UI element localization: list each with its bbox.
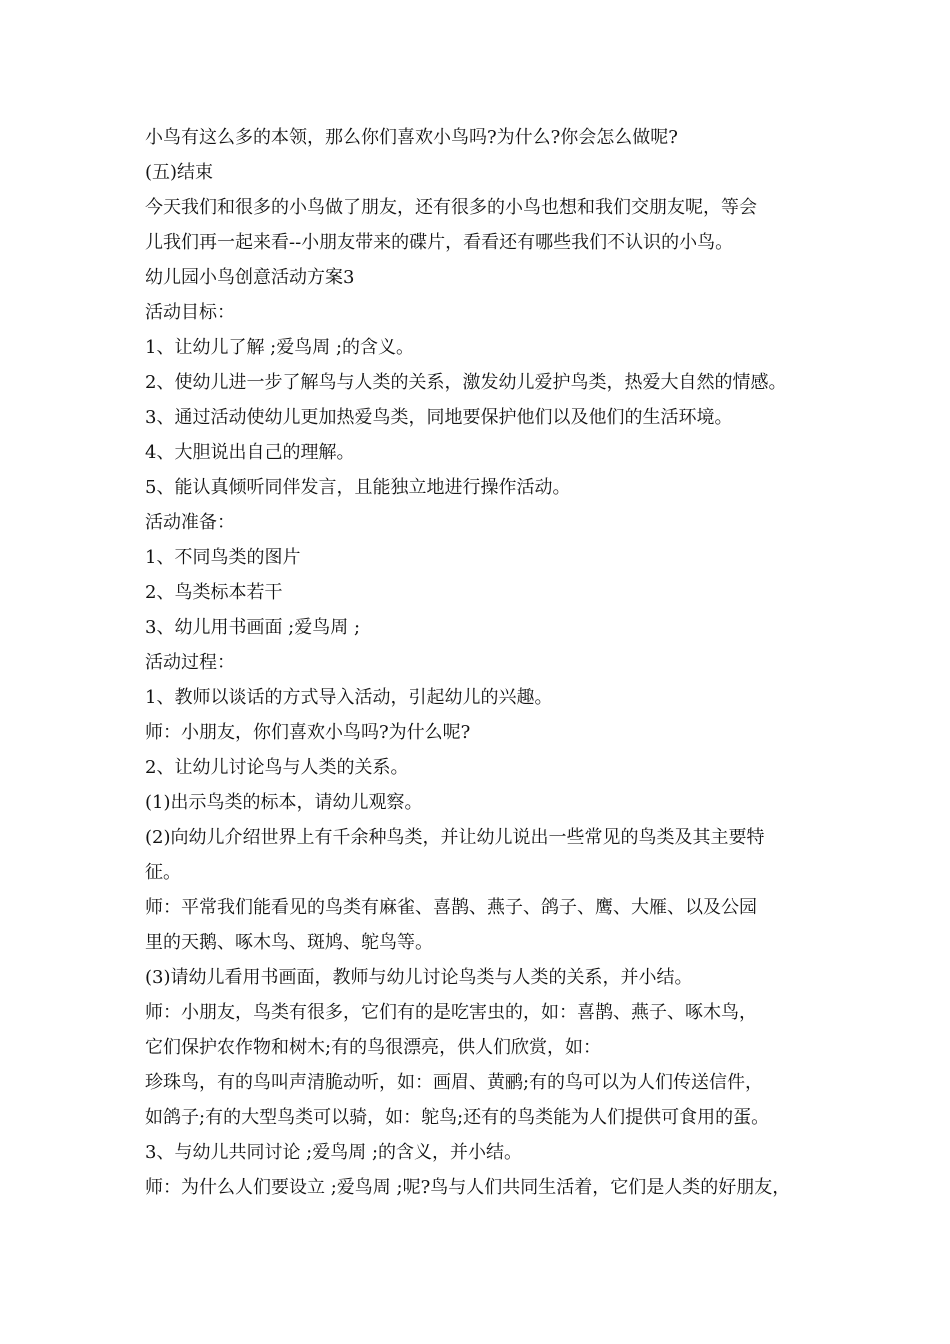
list-item: 1、让幼儿了解 ;爱鸟周 ;的含义。 <box>145 337 415 358</box>
dialogue-line: 师：为什么人们要设立 ;爱鸟周 ;呢?鸟与人们共同生活着，它们是人类的好朋友， <box>145 1177 791 1198</box>
list-item: 2、让幼儿讨论鸟与人类的关系。 <box>145 757 409 778</box>
paragraph-line: 今天我们和很多的小鸟做了朋友，还有很多的小鸟也想和我们交朋友呢，等会 <box>145 197 757 218</box>
list-item: 1、教师以谈话的方式导入活动，引起幼儿的兴趣。 <box>145 687 553 708</box>
list-item: 3、与幼儿共同讨论 ;爱鸟周 ;的含义，并小结。 <box>145 1142 523 1163</box>
paragraph-line: 小鸟有这么多的本领，那么你们喜欢小鸟吗?为什么?你会怎么做呢? <box>145 127 678 148</box>
paragraph-line: 如鸽子;有的大型鸟类可以骑，如：鸵鸟;还有的鸟类能为人们提供可食用的蛋。 <box>145 1107 770 1128</box>
dialogue-line: 师：小朋友，你们喜欢小鸟吗?为什么呢? <box>145 722 471 743</box>
list-item: 5、能认真倾听同伴发言，且能独立地进行操作活动。 <box>145 477 571 498</box>
list-item: 1、不同鸟类的图片 <box>145 547 301 568</box>
paragraph-line: 儿我们再一起来看--小朋友带来的碟片，看看还有哪些我们不认识的小鸟。 <box>145 232 734 253</box>
plan-title: 幼儿园小鸟创意活动方案3 <box>145 267 355 288</box>
list-item: 3、幼儿用书画面 ;爱鸟周 ; <box>145 617 361 638</box>
sub-item: (2)向幼儿介绍世界上有千余种鸟类，并让幼儿说出一些常见的鸟类及其主要特 <box>145 827 765 848</box>
list-item: 3、通过活动使幼儿更加热爱鸟类，同地要保护他们以及他们的生活环境。 <box>145 407 733 428</box>
section-heading: (五)结束 <box>145 162 214 183</box>
document-body <box>145 120 825 1205</box>
paragraph-line: 珍珠鸟，有的鸟叫声清脆动听，如：画眉、黄鹂;有的鸟可以为人们传送信件， <box>145 1072 764 1093</box>
list-item: 2、使幼儿进一步了解鸟与人类的关系，激发幼儿爱护鸟类，热爱大自然的情感。 <box>145 372 787 393</box>
sub-item: (1)出示鸟类的标本，请幼儿观察。 <box>145 792 423 813</box>
section-heading: 活动准备： <box>145 512 235 533</box>
paragraph-line: 里的天鹅、啄木鸟、斑鸠、鸵鸟等。 <box>145 932 433 953</box>
paragraph-line: 它们保护农作物和树木;有的鸟很漂亮，供人们欣赏，如： <box>145 1037 602 1058</box>
paragraph-line: 征。 <box>145 862 181 883</box>
dialogue-line: 师：平常我们能看见的鸟类有麻雀、喜鹊、燕子、鸽子、鹰、大雁、以及公园 <box>145 897 757 918</box>
list-item: 4、大胆说出自己的理解。 <box>145 442 355 463</box>
sub-item: (3)请幼儿看用书画面，教师与幼儿讨论鸟类与人类的关系，并小结。 <box>145 967 693 988</box>
section-heading: 活动目标： <box>145 302 235 323</box>
section-heading: 活动过程： <box>145 652 235 673</box>
list-item: 2、鸟类标本若干 <box>145 582 283 603</box>
dialogue-line: 师：小朋友，鸟类有很多，它们有的是吃害虫的，如：喜鹊、燕子、啄木鸟， <box>145 1002 757 1023</box>
